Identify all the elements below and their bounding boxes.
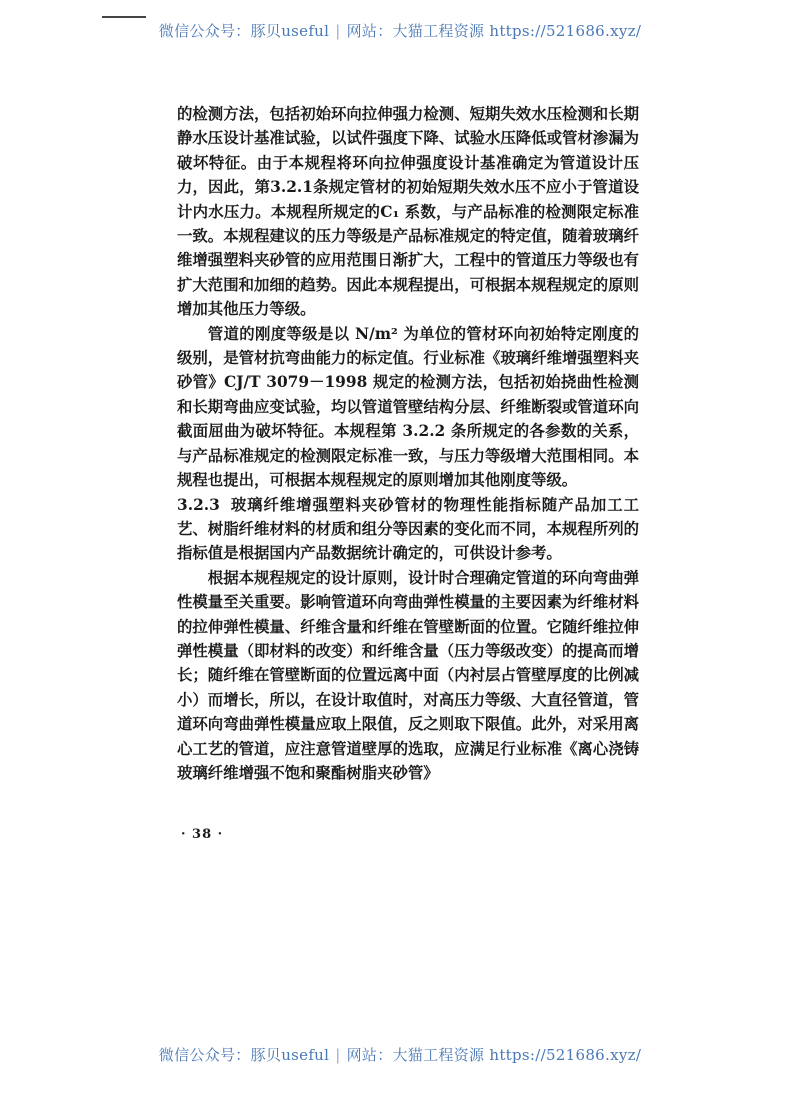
page-number: · 38 · — [181, 827, 224, 842]
watermark-separator: | — [335, 1046, 341, 1064]
watermark-separator: | — [335, 22, 341, 40]
watermark-wechat: 微信公众号：豚贝useful — [158, 22, 330, 40]
watermark-site: 网站：大猫工程资源 https://521686.xyz/ — [346, 1046, 642, 1064]
watermark-wechat: 微信公众号：豚贝useful — [158, 1046, 330, 1064]
watermark-footer — [0, 1044, 800, 1065]
watermark-site: 网站：大猫工程资源 https://521686.xyz/ — [346, 22, 642, 40]
scan-artifact-line — [102, 16, 146, 18]
clause-text: 玻璃纤维增强塑料夹砂管材的物理性能指标随产品加工工艺、树脂纤维材料的材质和组分等因素的变化而不同，本规程所列的指标值是根据国内产品数据统计确定的，可供设计参考。 — [177, 495, 639, 563]
paragraph-1: 的检测方法，包括初始环向拉伸强力检测、短期失效水压检测和长期静水压设计基准试验，以试件强度下降、试验水压降低或管材渗漏为破坏特征。由于本规程将环向拉伸强度设计基准确定为管道设计压力，因此，第3.2.1条规定管材的初始短期失效水压不应小于管道设计内水压力。本规程所规定的C₁ 系数，与产品标准的检测限定标准一致。本规程建议的压力等级是产品标准规定的特定值，随着玻璃纤维增强塑料夹砂管的应用范围日渐扩大，工程中的管道压力等级也有扩大范围和加细的趋势。因此本规程提出，可根据本规程规定的原则增加其他压力等级。 — [177, 105, 639, 319]
paragraph-3: 根据本规程规定的设计原则，设计时合理确定管道的环向弯曲弹性模量至关重要。影响管道环向弯曲弹性模量的主要因素为纤维材料的拉伸弹性模量、纤维含量和纤维在管壁断面的位置。它随纤维拉伸弹性模量（即材料的改变）和纤维含量（压力等级改变）的提高而增长；随纤维在管壁断面的位置远离中面（内衬层占管壁厚度的比例减小）而增长，所以，在设计取值时，对高压力等级、大直径管道，管道环向弯曲弹性模量应取上限值，反之则取下限值。此外，对采用离心工艺的管道，应注意管道壁厚的选取，应满足行业标准《离心浇铸玻璃纤维增强不饱和聚酯树脂夹砂管》 — [177, 568, 639, 782]
clause-3-2-3 — [177, 493, 639, 566]
page-body — [177, 102, 639, 785]
paragraph-2: 管道的刚度等级是以 N/m² 为单位的管材环向初始特定刚度的级别，是管材抗弯曲能力的标定值。行业标准《玻璃纤维增强塑料夹砂管》CJ/T 3079－1998 规定的检测方法，包括初始挠曲性检测和长期弯曲应变试验，均以管道管壁结构分层、纤维断裂或管道环向截面屈曲为破坏特征。本规程第 3.2.2 条所规定的各参数的关系，与产品标准规定的检测限定标准一致，与压力等级增大范围相同。本规程也提出，可根据本规程规定的原则增加其他刚度等级。 — [177, 324, 639, 490]
clause-number: 3.2.3 — [177, 495, 220, 514]
watermark-header — [0, 20, 800, 41]
